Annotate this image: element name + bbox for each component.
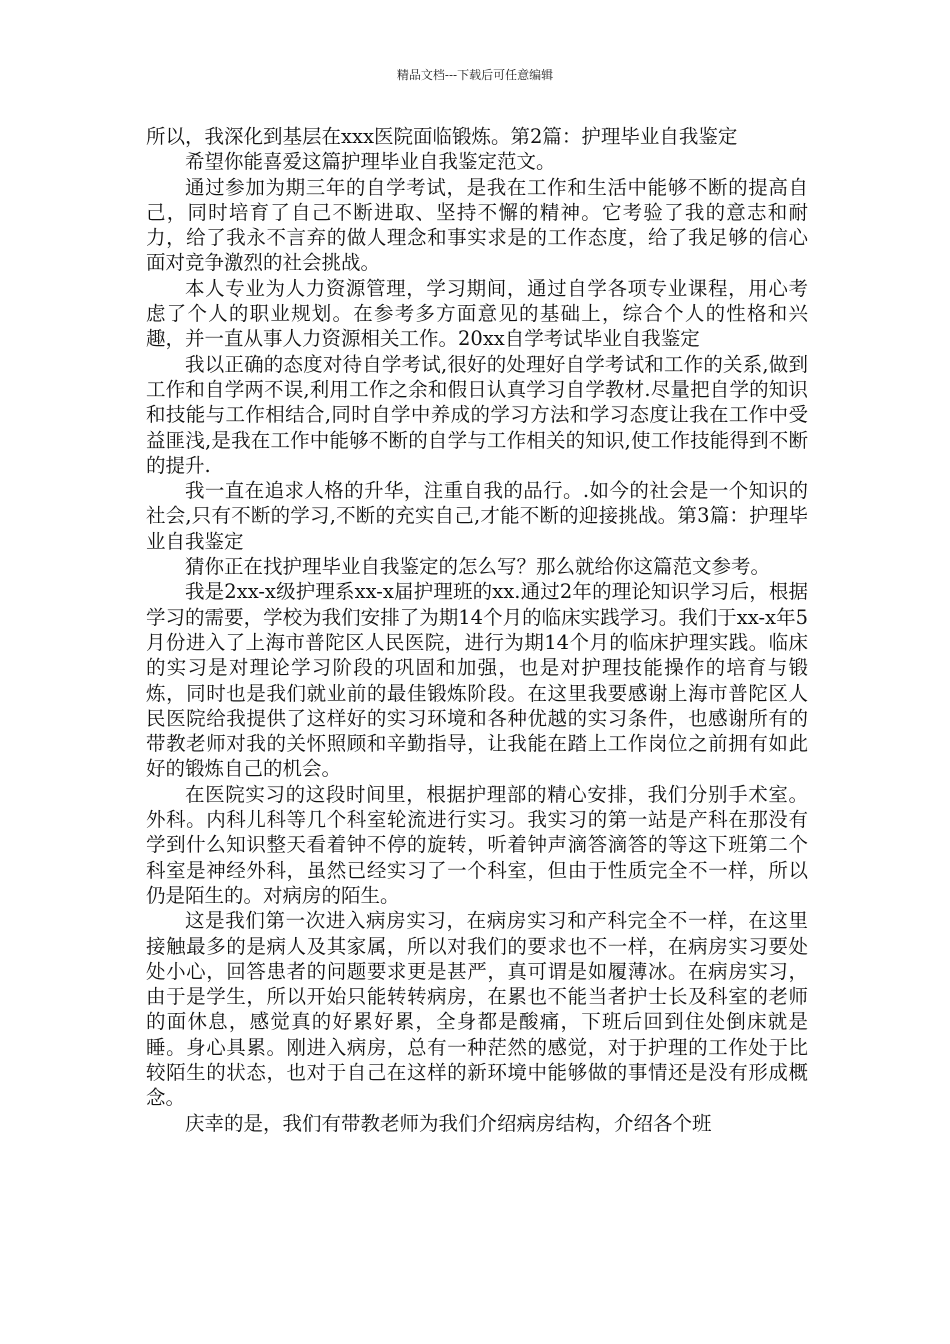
paragraph: 猜你正在找护理毕业自我鉴定的怎么写？那么就给你这篇范文参考。 <box>185 555 771 579</box>
paragraph: 庆幸的是，我们有带教老师为我们介绍病房结构，介绍各个班 <box>185 1111 712 1135</box>
paragraph: 我是2xx-x级护理系xx-x届护理班的xx.通过2年的理论知识学习后，根据学习的需要，学校为我们安排了为期14个月的临床实践学习。我们于xx-x年5月份进入了上海市普陀区人民医院，进行为期14个月的临床护理实践。临床的实习是对理论学习阶段的巩固和加强，也是对护理技能操作的培育与锻炼，同时也是我们就业前的最佳锻炼阶段。在这里我要感谢上海市普陀区人民医院给我提供了这样好的实习环境和各种优越的实习条件，也感谢所有的带教老师对我的关怀照顾和辛勤指导，让我能在踏上工作岗位之前拥有如此好的锻炼自己的机会。 <box>146 580 808 781</box>
document-body <box>146 124 808 1136</box>
paragraph: 这是我们第一次进入病房实习，在病房实习和产科完全不一样，在这里接触最多的是病人及其家属，所以对我们的要求也不一样，在病房实习要处处小心，回答患者的问题要求更是甚严，真可谓是如履薄冰。在病房实习，由于是学生，所以开始只能转转病房，在累也不能当者护士长及科室的老师的面休息，感觉真的好累好累，全身都是酸痛，下班后回到住处倒床就是睡。身心具累。刚进入病房，总有一种茫然的感觉，对于护理的工作处于比较陌生的状态，也对于自己在这样的新环境中能够做的事情还是没有形成概念。 <box>146 909 808 1110</box>
paragraph: 我以正确的态度对待自学考试,很好的处理好自学考试和工作的关系,做到工作和自学两不误,利用工作之余和假日认真学习自学教材.尽量把自学的知识和技能与工作相结合,同时自学中养成的学习方法和学习态度让我在工作中受益匪浅,是我在工作中能够不断的自学与工作相关的知识,使工作技能得到不断的提升. <box>146 352 808 477</box>
paragraph: 本人专业为人力资源管理，学习期间，通过自学各项专业课程，用心考虑了个人的职业规划。在参考多方面意见的基础上，综合个人的性格和兴趣，并一直从事人力资源相关工作。20xx自学考试毕业自我鉴定 <box>146 276 808 351</box>
paragraph: 我一直在追求人格的升华，注重自我的品行。.如今的社会是一个知识的社会,只有不断的学习,不断的充实自己,才能不断的迎接挑战。第3篇：护理毕业自我鉴定 <box>146 479 808 553</box>
paragraph: 通过参加为期三年的自学考试，是我在工作和生活中能够不断的提高自己，同时培育了自己不断进取、坚持不懈的精神。它考验了我的意志和耐力，给了我永不言弃的做人理念和事实求是的工作态度，给了我足够的信心面对竞争激烈的社会挑战。 <box>146 175 808 275</box>
page-header: 精品文档---下载后可任意编辑 <box>396 68 554 82</box>
paragraph: 希望你能喜爱这篇护理毕业自我鉴定范文。 <box>185 150 556 174</box>
paragraph: 在医院实习的这段时间里，根据护理部的精心安排，我们分别手术室。外科。内科儿科等几个科室轮流进行实习。我实习的第一站是产科在那没有学到什么知识整天看着钟不停的旋转，听着钟声滴答滴答的等这下班第二个科室是神经外科，虽然已经实习了一个科室，但由于性质完全不一样，所以仍是陌生的。对病房的陌生。 <box>146 782 808 907</box>
paragraph: 所以，我深化到基层在xxx医院面临锻炼。第2篇：护理毕业自我鉴定 <box>146 125 738 148</box>
